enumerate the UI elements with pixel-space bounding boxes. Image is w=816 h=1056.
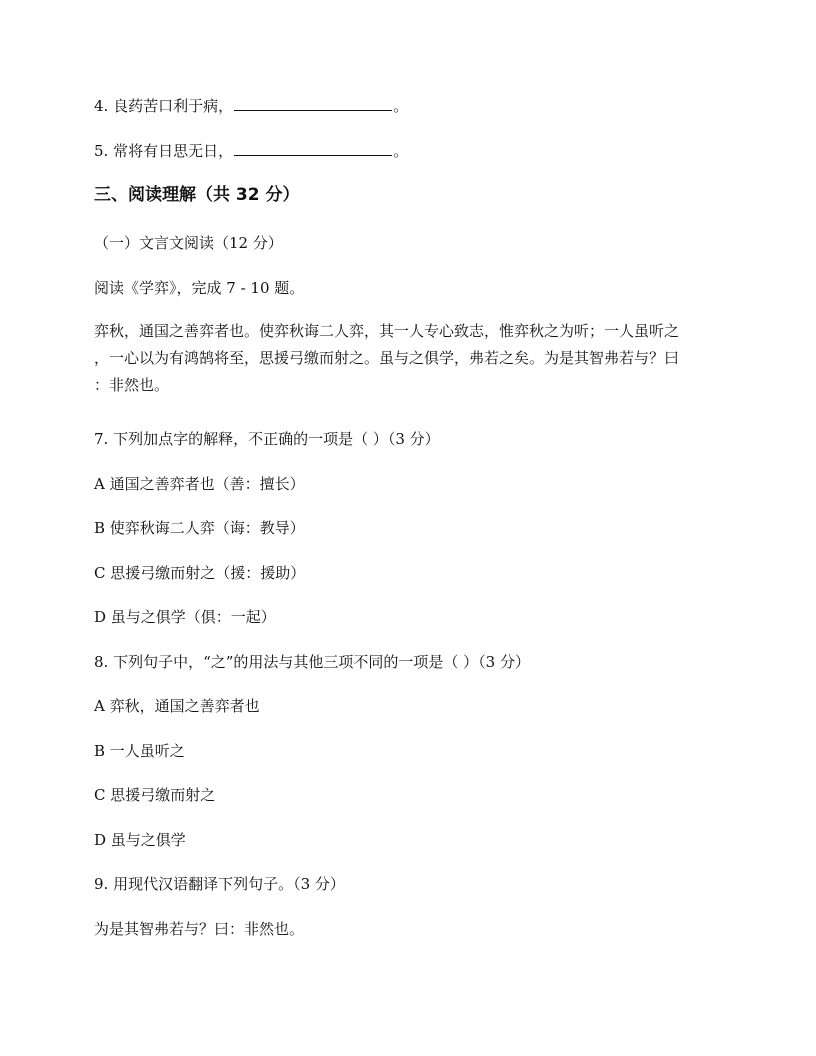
question-7-stem: 7. 下列加点字的解释，不正确的一项是（ ）（3 分） [94,430,440,448]
subsection-title: （一）文言文阅读（12 分） [94,234,283,252]
fill-item-4-suffix: 。 [393,97,409,115]
question-8-stem: 8. 下列句子中，“之”的用法与其他三项不同的一项是（ ）（3 分） [94,653,530,671]
fill-item-4-prefix: 4. 良药苦口利于病， [94,97,234,115]
fill-item-5 [94,141,408,161]
passage-line: ：非然也。 [94,376,170,394]
question-7-option-d: D 虽与之俱学（俱：一起） [94,608,276,626]
question-8-option-b: B 一人虽听之 [94,742,185,760]
fill-item-5-prefix: 5. 常将有日思无日， [94,142,234,160]
question-8-option-d: D 虽与之俱学 [94,831,186,849]
question-7-option-a: A 通国之善弈者也（善：擅长） [94,475,305,493]
question-7-option-c: C 思援弓缴而射之（援：援助） [94,564,306,582]
question-7-option-b: B 使弈秋诲二人弈（诲：教导） [94,519,305,537]
question-9-sentence: 为是其智弗若与？曰：非然也。 [94,920,305,938]
answer-blank-4[interactable] [234,96,392,111]
question-8-option-a: A 弈秋，通国之善弈者也 [94,697,260,715]
instruction-text: 阅读《学弈》，完成 7 - 10 题。 [94,279,305,297]
fill-item-5-suffix: 。 [393,142,409,160]
fill-item-4 [94,96,408,116]
answer-blank-5[interactable] [234,141,392,156]
question-9-stem: 9. 用现代汉语翻译下列句子。（3 分） [94,875,345,893]
passage-line: 弈秋，通国之善弈者也。使弈秋诲二人弈，其一人专心致志，惟弈秋之为听；一人虽听之 [94,322,680,340]
section-title: 三、阅读理解（共 32 分） [94,185,300,205]
passage-line: ，一心以为有鸿鹄将至，思援弓缴而射之。虽与之俱学，弗若之矣。为是其智弗若与？曰 [94,349,680,367]
question-8-option-c: C 思援弓缴而射之 [94,786,216,804]
classical-passage [94,318,724,399]
